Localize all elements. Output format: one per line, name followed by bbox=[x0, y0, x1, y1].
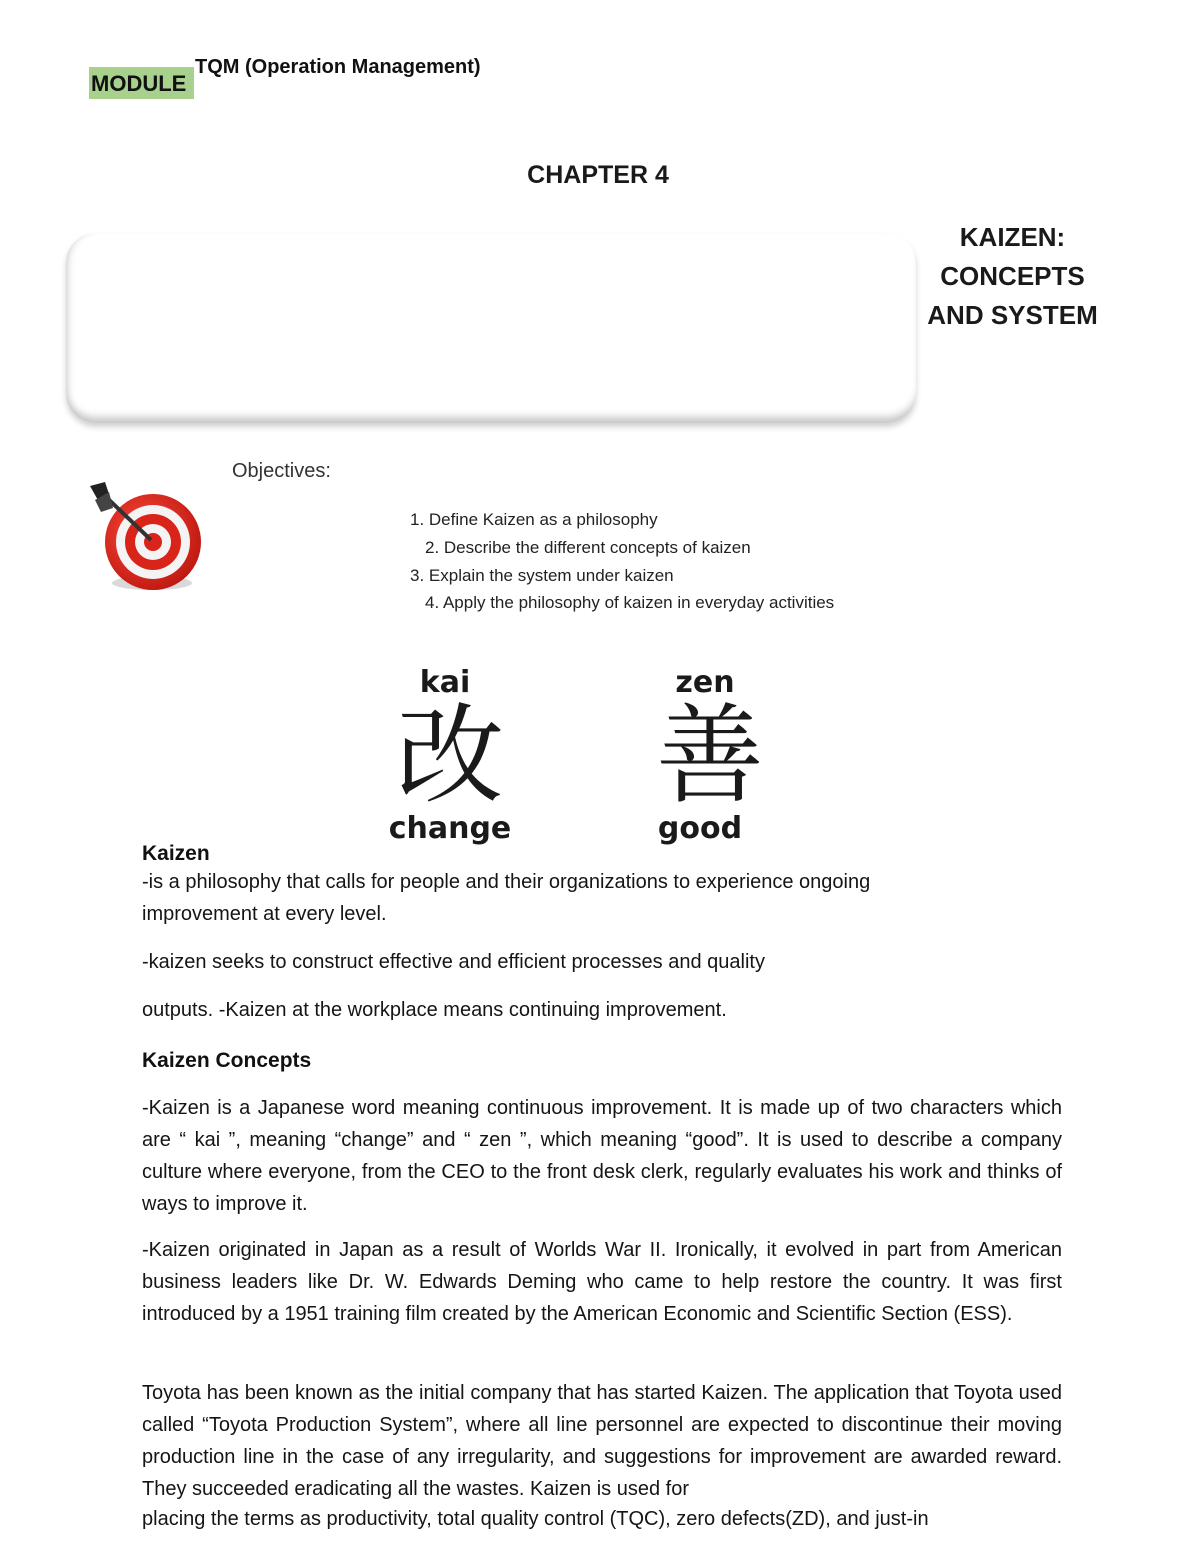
chapter-title bbox=[910, 218, 1115, 335]
concepts-paragraph: -Kaizen is a Japanese word meaning continuous improvement. It is made up of two characters which are “ kai ”, meaning “change” and “ zen ”, which meaning “good”. It is used to describe a company culture where everyone, from the CEO to the front desk clerk, regularly evaluates his work and thinks of ways to improve it. bbox=[142, 1097, 1062, 1215]
course-title: TQM (Operation Management) bbox=[195, 56, 481, 78]
objective-item: 1. Define Kaizen as a philosophy bbox=[410, 510, 658, 529]
kai-roman-label: kai bbox=[419, 665, 471, 700]
kaizen-graphic bbox=[340, 660, 820, 845]
objective-item: 2. Describe the different concepts of kaizen bbox=[425, 538, 751, 557]
chapter-title-line: KAIZEN: bbox=[959, 222, 1066, 252]
zen-meaning-label: good bbox=[657, 811, 743, 845]
objective-item: 4. Apply the philosophy of kaizen in everyday activities bbox=[425, 593, 835, 612]
chapter-banner-frame bbox=[66, 233, 916, 423]
kaizen-definition-line: -is a philosophy that calls for people and their organizations to experience ongoing bbox=[142, 871, 871, 893]
kaizen-concepts-heading: Kaizen Concepts bbox=[142, 1049, 312, 1072]
concepts-paragraph-last-line: placing the terms as productivity, total quality control (TQC), zero defects(ZD), and just-in bbox=[142, 1508, 929, 1530]
objectives-label: Objectives: bbox=[232, 460, 331, 482]
kaizen-definition-line: improvement at every level. bbox=[142, 903, 387, 925]
concepts-paragraph: Toyota has been known as the initial company that has started Kaizen. The application that Toyota used called “Toyota Production System”, where all line personnel are expected to discontinue their moving production line in the case of any irregularity, and suggestions for improvement are awarded reward. They succeeded eradicating all the wastes. Kaizen is used for bbox=[142, 1382, 1062, 1500]
concepts-paragraph: -Kaizen originated in Japan as a result of Worlds War II. Ironically, it evolved in part from American business leaders like Dr. W. Edwards Deming who came to help restore the country. It was first introduced by a 1951 training film created by the American Economic and Scientific Section (ESS). bbox=[142, 1239, 1062, 1325]
kai-meaning-label: change bbox=[388, 811, 512, 845]
target-dart-icon bbox=[85, 478, 210, 593]
chapter-number: CHAPTER 4 bbox=[527, 161, 669, 189]
zen-roman-label: zen bbox=[675, 665, 735, 700]
chapter-title-line: AND SYSTEM bbox=[927, 300, 1098, 330]
kaizen-heading: Kaizen bbox=[142, 842, 210, 865]
chapter-title-line: CONCEPTS bbox=[940, 261, 1085, 291]
kaizen-paragraph: outputs. -Kaizen at the workplace means continuing improvement. bbox=[142, 999, 727, 1021]
zen-kanji: 善 bbox=[655, 694, 765, 819]
objective-item: 3. Explain the system under kaizen bbox=[410, 566, 674, 585]
kaizen-paragraph: -kaizen seeks to construct effective and efficient processes and quality bbox=[142, 951, 765, 973]
kai-kanji: 改 bbox=[395, 694, 505, 819]
module-label: MODULE bbox=[89, 67, 194, 99]
